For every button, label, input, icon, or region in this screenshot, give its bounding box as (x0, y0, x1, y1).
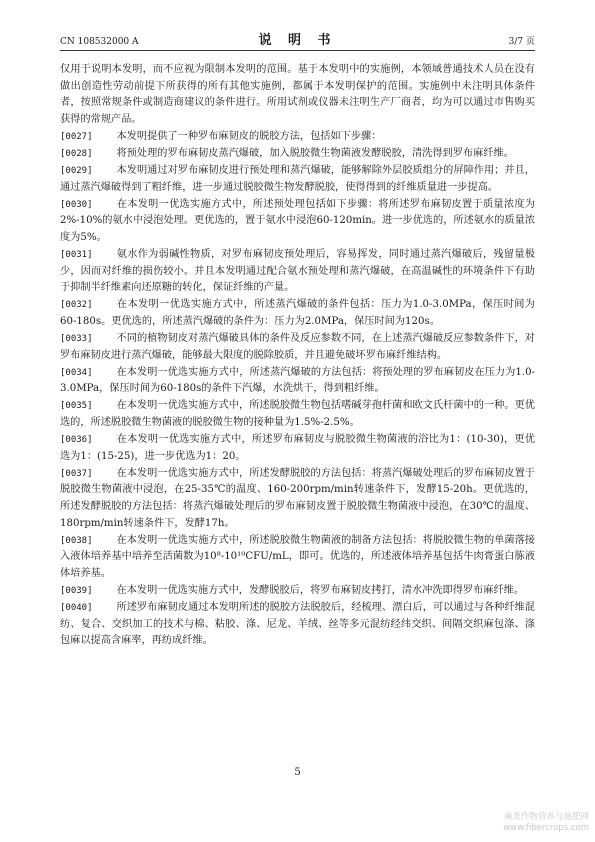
paragraph-number: [0038] (60, 535, 93, 546)
paragraph-text: 所述罗布麻韧皮通过本发明所述的脱胶方法脱胶后，经梳理、漂白后，可以通过与各种纤维混纺、复合、交织加工的技术与棉、粘胶、涤、尼龙、羊绒、丝等多元混纺经纬交织、间隔交织麻包涤、涤包麻以提高含麻率，再纺成纤维。 (60, 602, 535, 647)
page-number: 5 (294, 767, 301, 778)
paragraph-text: 在本发明一优选实施方式中，所述发酵脱胶的方法包括：将蒸汽爆破处理后的罗布麻韧皮置于脱胶微生物菌液中浸泡，在25-35℃的温度、160-200rpm/min转速条件下，发酵15-20h。更优选的，所述发酵脱胶的方法包括：将蒸汽爆破处理后的罗布麻韧皮置于脱胶微生物菌液中浸泡，在30℃的温度、180rpm/min转速条件下，发酵17h。 (60, 467, 535, 529)
paragraph (60, 533, 535, 583)
paragraph (60, 331, 535, 364)
paragraph (60, 398, 535, 431)
paragraph-number: [0039] (60, 585, 93, 596)
paragraph-text: 氨水作为弱碱性物质，对罗布麻韧皮预处理后，容易挥发，同时通过蒸汽爆破后，残留量极少，因而对纤维的损伤较小。并且本发明通过配合氨水预处理和蒸汽爆破，在高温碱性的环境条件下有助于抑制半纤维素向还原糖的转化，保证纤维的产量。 (60, 249, 535, 294)
paragraph (60, 62, 535, 128)
paragraph-text: 不同的植物韧皮对蒸汽爆破具体的条件及反应参数不同，在上述蒸汽爆破反应参数条件下，对罗布麻韧皮进行蒸汽爆破，能够最大限度的脱除胶质，并且避免破坏罗布麻纤维结构。 (60, 333, 535, 361)
paragraph-text: 将预处理的罗布麻韧皮蒸汽爆破，加入脱胶微生物菌液发酵脱胶，清洗得到罗布麻纤维。 (116, 147, 514, 159)
paragraph-text: 仅用于说明本发明，而不应视为限制本发明的范围。基于本发明中的实施例，本领域普通技术人员在没有做出创造性劳动前提下所获得的所有其他实施例，都属于本发明保护的范围。实施例中未注明具体条件者，按照常规条件或制造商建议的条件进行。所用试剂或仪器未注明生产厂商者，均为可以通过市售购买获得的常规产品。 (60, 64, 535, 125)
document-title: 说 明 书 (258, 33, 337, 48)
paragraph (60, 583, 535, 600)
paragraph-text: 在本发明一优选实施方式中，所述蒸汽爆破的条件包括：压力为1.0-3.0MPa，保压时间为60-180s。更优选的，所述蒸汽爆破的条件为：压力为2.0MPa，保压时间为120s。 (60, 299, 535, 327)
paragraph-number: [0040] (60, 603, 93, 613)
paragraph (60, 365, 535, 398)
paragraph (60, 466, 535, 532)
watermark-line-2: www.fibercrops.com (503, 823, 589, 833)
document-body (60, 62, 535, 650)
page-indicator: 3/7 页 (508, 37, 535, 47)
site-watermark (503, 812, 589, 834)
paragraph-text: 本发明通过对罗布麻韧皮进行预处理和蒸汽爆破，能够解除外层胶质组分的屏障作用；并且，通过蒸汽爆破得到了粗纤维，进一步通过脱胶微生物发酵脱胶，使得得到的纤维质量进一步提高。 (60, 165, 535, 193)
paragraph-number: [0035] (60, 401, 93, 412)
paragraph-number: [0032] (60, 300, 93, 311)
paragraph-text: 本发明提供了一种罗布麻韧皮的脱胶方法，包括如下步骤： (116, 130, 382, 142)
paragraph (60, 600, 535, 650)
paragraph-text: 在本发明一优选实施方式中，所述脱胶微生物包括嗜碱芽孢杆菌和欧文氏杆菌中的一种。更优选的，所述脱胶微生物菌液的脱胶微生物的接种量为1.5%-2.5%。 (60, 400, 535, 428)
paragraph-number: [0033] (60, 334, 93, 344)
paragraph (60, 247, 535, 297)
paragraph (60, 297, 535, 330)
paragraph-number: [0034] (60, 367, 93, 378)
paragraph (60, 197, 535, 247)
page-header (60, 32, 535, 51)
paragraph-text: 在本发明一优选实施方式中，发酵脱胶后，将罗布麻韧皮拷打，清水冲洗即得罗布麻纤维。 (116, 584, 525, 596)
paragraph-number: [0031] (60, 250, 93, 261)
paragraph-number: [0029] (60, 166, 93, 177)
paragraph-number: [0036] (60, 435, 93, 446)
paragraph-text: 在本发明一优选实施方式中，所述预处理包括如下步骤：将所述罗布麻韧皮置于质量浓度为2%-10%的氨水中浸泡处理。更优选的，置于氨水中浸泡60-120min。进一步优选的，所述氨水的质量浓度为5%。 (60, 198, 535, 243)
paragraph (60, 146, 535, 163)
paragraph-number: [0030] (60, 199, 93, 210)
paragraph-text: 在本发明一优选实施方式中，所述脱胶微生物菌液的制备方法包括：将脱胶微生物的单菌落接入液体培养基中培养至活菌数为10⁸-10¹⁰CFU/mL，即可。优选的，所述液体培养基包括牛肉膏蛋白胨液体培养基。 (60, 534, 535, 579)
paragraph (60, 432, 535, 465)
paragraph-number: [0037] (60, 468, 93, 479)
paragraph (60, 129, 535, 146)
paragraph-text: 在本发明一优选实施方式中，所述蒸汽爆破的方法包括：将预处理的罗布麻韧皮在压力为1.0-3.0MPa，保压时间为60-180s的条件下汽爆，水洗烘干，得到粗纤维。 (60, 366, 535, 395)
paragraph-number: [0028] (60, 148, 93, 159)
paragraph-text: 在本发明一优选实施方式中，所述罗布麻韧皮与脱胶微生物菌液的浴比为1：(10-30)，更优选为1：(15-25)，进一步优选为1：20。 (60, 434, 535, 462)
publication-number: CN 108532000 A (60, 37, 139, 47)
paragraph-number: [0027] (60, 131, 93, 142)
watermark-line-1: 麻类作物营养与施肥网 (503, 812, 589, 822)
paragraph (60, 163, 535, 196)
